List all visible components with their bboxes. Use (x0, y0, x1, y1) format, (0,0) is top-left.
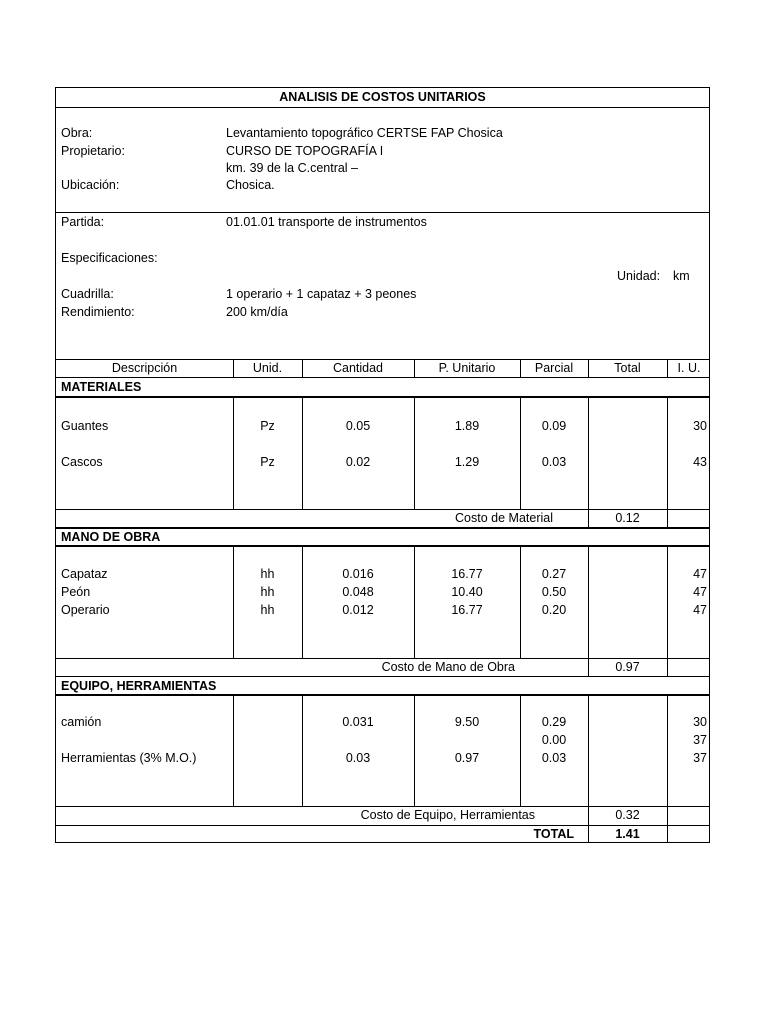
section-header-mano-obra: MANO DE OBRA (61, 530, 161, 544)
row-parcial: 0.03 (541, 455, 567, 469)
row-iu: 47 (693, 567, 707, 581)
col-header-unid: Unid. (252, 361, 283, 375)
col-divider (233, 398, 234, 509)
row-cantidad: 0.031 (342, 715, 374, 729)
divider (56, 396, 709, 398)
row-unid: hh (260, 567, 275, 581)
row-iu: 30 (693, 715, 707, 729)
subtotal-value-materiales: 0.12 (615, 511, 640, 525)
row-iu: 47 (693, 603, 707, 617)
row-parcial: 0.27 (541, 567, 567, 581)
divider (56, 359, 709, 360)
propietario-value: CURSO DE TOPOGRAFÍA I (226, 144, 384, 158)
subtotal-label-equipo: Costo de Equipo, Herramientas (360, 808, 535, 822)
divider (56, 694, 709, 696)
row-iu: 43 (693, 455, 707, 469)
col-divider (667, 509, 668, 527)
ubicacion-line1: km. 39 de la C.central – (226, 161, 359, 175)
obra-label: Obra: (61, 126, 93, 140)
divider (56, 545, 709, 547)
row-iu: 47 (693, 585, 707, 599)
cuadrilla-label: Cuadrilla: (61, 287, 114, 301)
row-iu: 37 (693, 751, 707, 765)
divider (56, 107, 709, 108)
section-header-equipo: EQUIPO, HERRAMIENTAS (61, 679, 217, 693)
total-label: TOTAL (533, 827, 574, 841)
row-parcial: 0.20 (541, 603, 567, 617)
divider (56, 509, 709, 510)
row-unid: hh (260, 585, 275, 599)
row-unid: Pz (260, 419, 275, 433)
rendimiento-label: Rendimiento: (61, 305, 135, 319)
subtotal-label-mano-obra: Costo de Mano de Obra (381, 660, 515, 674)
col-divider (667, 398, 668, 509)
row-parcial: 0.03 (541, 751, 567, 765)
total-value: 1.41 (615, 827, 640, 841)
cost-analysis-sheet (55, 87, 710, 843)
row-iu: 37 (693, 733, 707, 747)
row-cantidad: 0.03 (345, 751, 371, 765)
row-cantidad: 0.05 (345, 419, 371, 433)
subtotal-value-equipo: 0.32 (615, 808, 640, 822)
col-divider (414, 398, 415, 509)
row-punitario: 1.29 (454, 455, 480, 469)
col-divider (667, 658, 668, 676)
partida-value: 01.01.01 transporte de instrumentos (226, 215, 427, 229)
col-header-descripcion: Descripción (111, 361, 178, 375)
section-header-materiales: MATERIALES (61, 380, 142, 394)
row-desc: Peón (61, 585, 91, 599)
row-unid: Pz (260, 455, 275, 469)
row-parcial: 0.29 (541, 715, 567, 729)
row-desc: Capataz (61, 567, 108, 581)
col-header-total: Total (614, 361, 641, 375)
divider (56, 676, 709, 677)
cuadrilla-value: 1 operario + 1 capataz + 3 peones (226, 287, 417, 301)
col-divider (302, 398, 303, 509)
row-cantidad: 0.02 (345, 455, 371, 469)
divider (56, 658, 709, 659)
row-desc: Guantes (61, 419, 109, 433)
col-header-punitario: P. Unitario (438, 361, 496, 375)
row-punitario: 0.97 (454, 751, 480, 765)
unidad-value: km (673, 269, 690, 283)
partida-label: Partida: (61, 215, 105, 229)
obra-value: Levantamiento topográfico CERTSE FAP Chosica (226, 126, 503, 140)
page-title: ANALISIS DE COSTOS UNITARIOS (279, 90, 486, 104)
divider (56, 527, 709, 529)
row-parcial: 0.50 (541, 585, 567, 599)
col-divider (588, 696, 589, 806)
propietario-label: Propietario: (61, 144, 125, 158)
row-punitario: 9.50 (454, 715, 480, 729)
subtotal-value-mano-obra: 0.97 (615, 660, 640, 674)
row-cantidad: 0.016 (342, 567, 374, 581)
row-iu: 30 (693, 419, 707, 433)
subtotal-label-materiales: Costo de Material (455, 511, 553, 525)
divider (56, 825, 709, 826)
col-header-iu: I. U. (677, 361, 701, 375)
row-parcial: 0.00 (541, 733, 567, 747)
col-divider (588, 398, 589, 509)
col-divider (233, 696, 234, 806)
divider (56, 806, 709, 807)
especificaciones-label: Especificaciones: (61, 251, 158, 265)
unidad-label: Unidad: (617, 269, 661, 283)
row-desc: Cascos (61, 455, 103, 469)
row-unid: hh (260, 603, 275, 617)
divider (56, 212, 709, 213)
ubicacion-value: Chosica. (226, 178, 275, 192)
row-punitario: 16.77 (451, 603, 483, 617)
col-header-cantidad: Cantidad (332, 361, 384, 375)
ubicacion-label: Ubicación: (61, 178, 120, 192)
col-divider (520, 398, 521, 509)
row-punitario: 16.77 (451, 567, 483, 581)
row-punitario: 10.40 (451, 585, 483, 599)
row-cantidad: 0.048 (342, 585, 374, 599)
row-punitario: 1.89 (454, 419, 480, 433)
row-desc: camión (61, 715, 102, 729)
row-cantidad: 0.012 (342, 603, 374, 617)
rendimiento-value: 200 km/día (226, 305, 288, 319)
col-header-parcial: Parcial (534, 361, 574, 375)
row-parcial: 0.09 (541, 419, 567, 433)
col-divider (588, 547, 589, 658)
divider (56, 377, 709, 378)
row-desc: Operario (61, 603, 110, 617)
row-desc: Herramientas (3% M.O.) (61, 751, 197, 765)
